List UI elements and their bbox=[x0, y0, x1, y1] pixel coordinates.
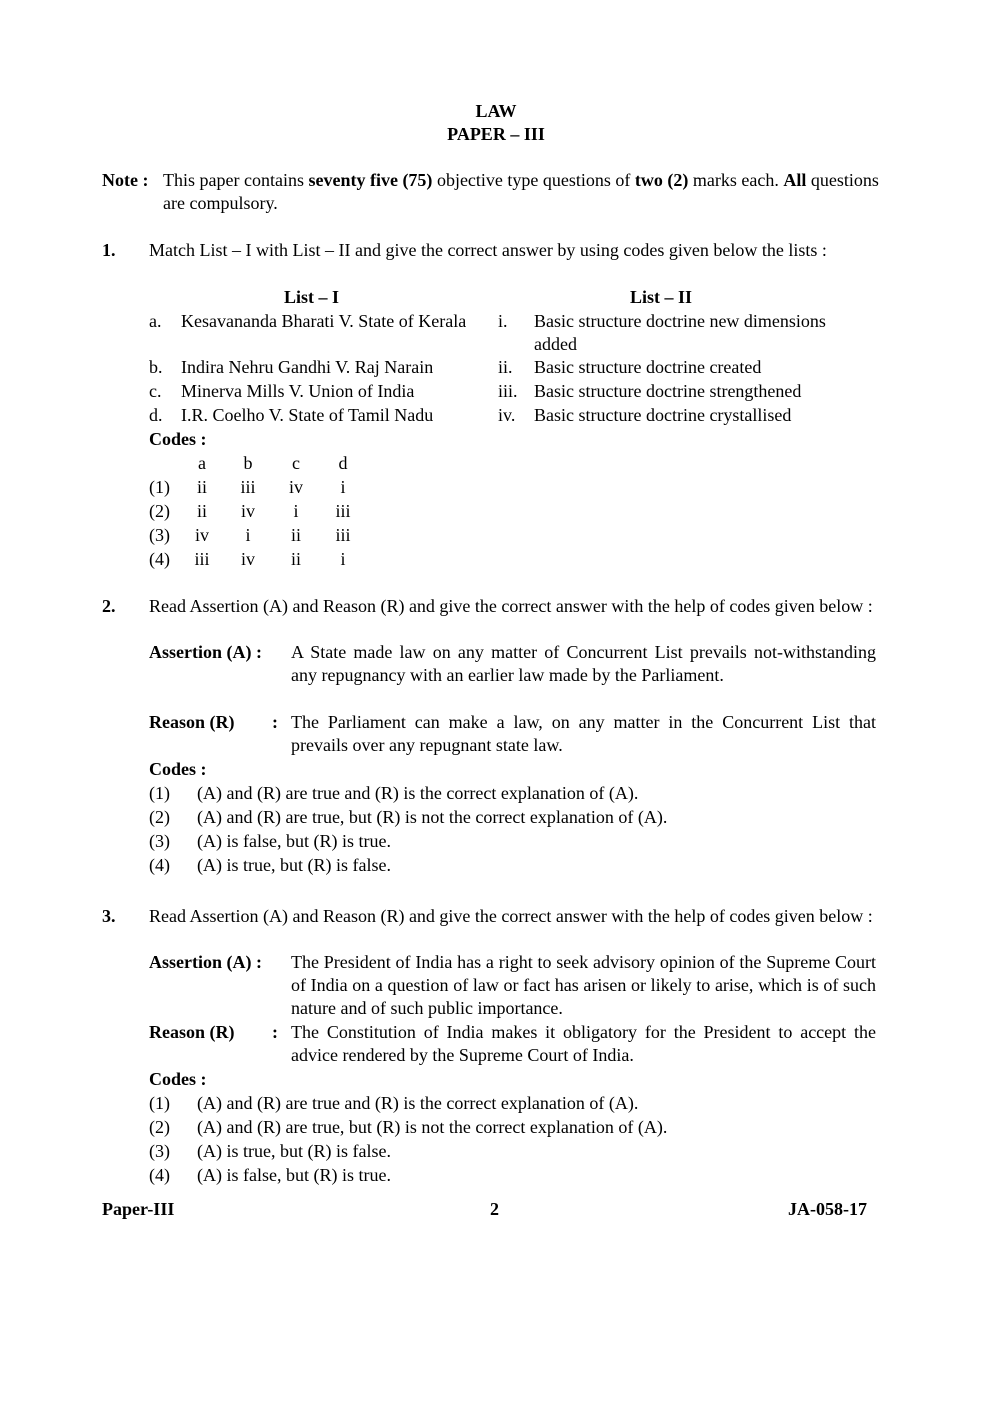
reason-colon: : bbox=[272, 712, 278, 732]
reason-label: Reason (R) bbox=[149, 1022, 235, 1042]
list1-key: d. bbox=[149, 405, 163, 425]
reason-label: Reason (R) bbox=[149, 712, 235, 732]
question-text: Read Assertion (A) and Reason (R) and give the correct answer with the help of codes given below : bbox=[149, 596, 873, 616]
question-text: Read Assertion (A) and Reason (R) and give the correct answer with the help of codes given below : bbox=[149, 906, 873, 926]
list2-key: iv. bbox=[498, 405, 516, 425]
list2-key: ii. bbox=[498, 357, 513, 377]
list1-item: Kesavananda Bharati V. State of Kerala bbox=[181, 311, 467, 331]
list2-key: i. bbox=[498, 311, 508, 331]
assertion-label: Assertion (A) : bbox=[149, 952, 262, 972]
question-text: Match List – I with List – II and give the correct answer by using codes given below the lists : bbox=[149, 240, 827, 260]
codes-label: Codes : bbox=[149, 1069, 207, 1089]
subject-title: LAW bbox=[475, 101, 517, 121]
list1-heading: List – I bbox=[284, 287, 340, 307]
exam-page: LAW PAPER – III Note : This paper contains seventy five (75) objective type questions of two (2) marks each. All questions are compulsory. 1. Match List – I with List – II and give the correct answer by using codes given below the lists : List – I List – II a. Kesavananda Bharati V. State of Kerala b. Indira Nehru Gandhi V. Raj Narain c. Minerva Mills V. Union of India d. I.R. Coelho V. State of Tamil Nadu i. Basic structure doctrine new dimensions added ii. Basic structure doctrine created iii. Basic structure doctrine strengthened iv. Basic structure doctrine crystallised Codes : a b c d (1) ii iii iv i (2) ii iv i iii (3) iv i ii iii (4) iii iv ii i 2. Read Assertion (A) and Reason (R) and give the correct answer with the help of codes given below : Assertion (A) : A State made law on any matter of Concurrent List prevails not-withstanding any repugnancy with an earlier law made by the Parliament. Reason (R) : The Parliament can make a law, on any matter in the Concurrent List that prevails over any repugnant state law. Codes : (1) (A) and (R) are true and (R) is the correct explanation of (A). (2) (A) and (R) are true, but (R) is not the correct explanation of (A). (3) (A) is false, but (R) is true. (4) (A) is true, but (R) is false. 3. Read Assertion (A) and Reason (R) and give the correct answer with the help of codes given below : Assertion (A) : The President of India has a right to seek advisory opinion of the Supreme Court of India on a question of law or fact has arisen or likely to arise, which is of such nature and of such public importance. Reason (R) : The Constitution of India makes it obligatory for the President to accept the advice rendered by the Supreme Court of India. Codes : (1) (A) and (R) are true and (R) is the correct explanation of (A). (2) (A) and (R) are true, but (R) is not the correct explanation of (A). (3) (A) is true, but (R) is false. (4) (A) is false, but (R) is true. Paper-III 2 JA-058-17 bbox=[0, 0, 992, 1403]
list2-heading: List – II bbox=[630, 287, 693, 307]
question-number: 2. bbox=[102, 596, 116, 616]
list1-key: c. bbox=[149, 381, 162, 401]
list2-item: Basic structure doctrine crystallised bbox=[534, 405, 792, 425]
question-number: 1. bbox=[102, 240, 116, 260]
note-label: Note : bbox=[102, 170, 149, 190]
list2-key: iii. bbox=[498, 381, 518, 401]
question-number: 3. bbox=[102, 906, 116, 926]
note-text: This paper contains seventy five (75) objective type questions of two (2) marks each. All questions are compulsory. bbox=[163, 170, 879, 213]
list1-item: I.R. Coelho V. State of Tamil Nadu bbox=[181, 405, 434, 425]
paper-title: PAPER – III bbox=[447, 124, 545, 144]
list2-item: Basic structure doctrine strengthened bbox=[534, 381, 802, 401]
list1-item: Indira Nehru Gandhi V. Raj Narain bbox=[181, 357, 434, 377]
list1-item: Minerva Mills V. Union of India bbox=[181, 381, 415, 401]
footer-code: JA-058-17 bbox=[788, 1199, 867, 1219]
list1-key: a. bbox=[149, 311, 162, 331]
footer-paper: Paper-III bbox=[102, 1199, 175, 1219]
assertion-label: Assertion (A) : bbox=[149, 642, 262, 662]
list2-item: Basic structure doctrine created bbox=[534, 357, 762, 377]
codes-label: Codes : bbox=[149, 429, 207, 449]
reason-text: The Constitution of India makes it obligatory for the President to accept the advice rendered by the Supreme Court of India. bbox=[291, 1022, 876, 1065]
reason-text: The Parliament can make a law, on any matter in the Concurrent List that prevails over any repugnant state law. bbox=[291, 712, 876, 755]
list1-key: b. bbox=[149, 357, 163, 377]
assertion-text: A State made law on any matter of Concurrent List prevails not-withstanding any repugnancy with an earlier law made by the Parliament. bbox=[291, 642, 876, 685]
footer-page-number: 2 bbox=[490, 1199, 499, 1219]
codes-label: Codes : bbox=[149, 759, 207, 779]
list2-item: Basic structure doctrine new dimensions added bbox=[534, 311, 826, 354]
reason-colon: : bbox=[272, 1022, 278, 1042]
assertion-text: The President of India has a right to seek advisory opinion of the Supreme Court of India on a question of law or fact has arisen or likely to arise, which is of such nature and of such public importance. bbox=[291, 952, 876, 1018]
